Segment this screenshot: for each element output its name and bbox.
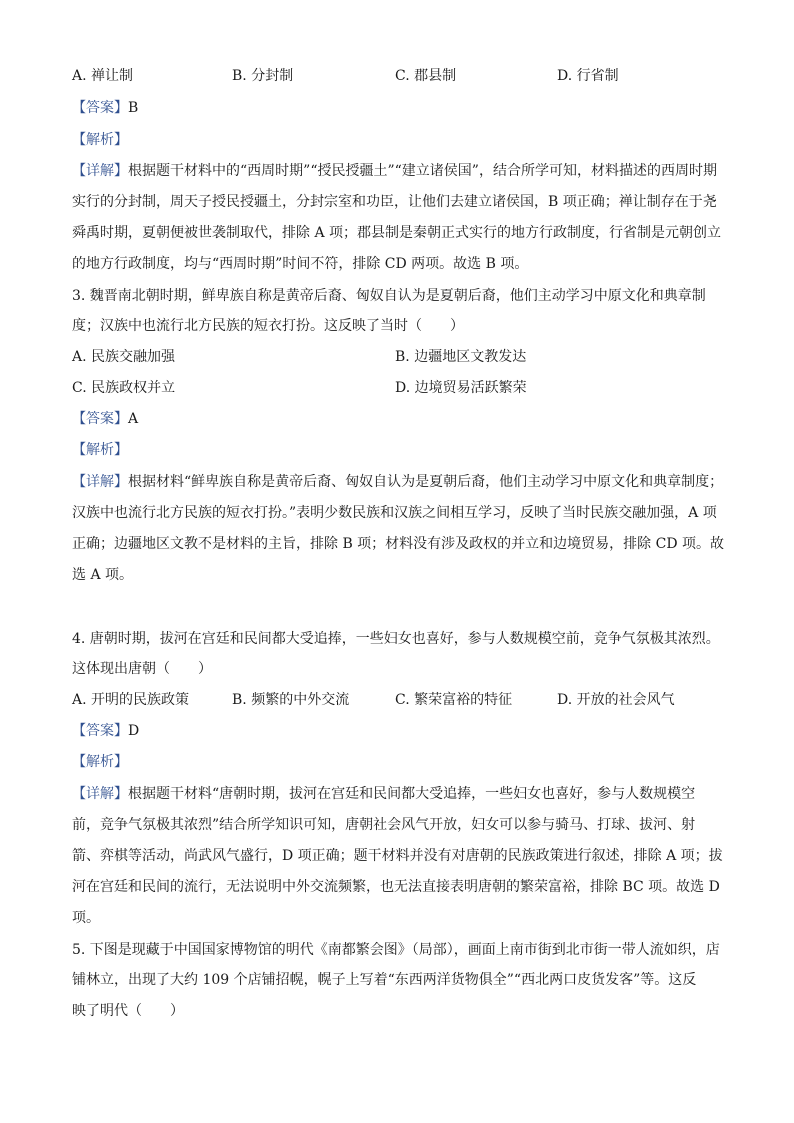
detail-tag: 【详解】 [72,163,128,179]
q3-analysis-tag [72,440,732,460]
q2-answer [72,98,732,118]
q2-option-a: A. 禅让制 [72,68,134,84]
q2-option-c: C. 郡县制 [395,68,457,84]
q4-detail-line [72,784,732,804]
q2-detail-line: 实行的分封制，周天子授民授疆土，分封宗室和功臣，让他们去建立诸侯国，B 项正确；禅让制存在于尧 [72,194,717,210]
q3-option-c: C. 民族政权并立 [72,380,176,396]
q5-stem-line: 5. 下图是现藏于中国国家博物馆的明代《南都繁会图》（局部），画面上南市街到北市街一带人流如织，店 [72,942,720,958]
answer-value: D [128,723,140,739]
q2-analysis-tag [72,130,732,150]
detail-text: 根据题干材料中的“西周时期”“授民授疆土”“建立诸侯国”，结合所学可知，材料描述的西周时期 [128,163,717,179]
q2-detail-line: 舜禹时期，夏朝便被世袭制取代，排除 A 项；郡县制是秦朝正式实行的地方行政制度，行省制是元朝创立 [72,225,722,241]
analysis-tag: 【解析】 [72,132,128,148]
analysis-tag: 【解析】 [72,442,128,458]
q4-detail-line: 项。 [72,910,100,926]
q3-option-a: A. 民族交融加强 [72,349,176,365]
q3-stem-line: 度；汉族中也流行北方民族的短衣打扮。这反映了当时（ ） [72,318,464,334]
q4-stem-line: 4. 唐朝时期，拔河在宫廷和民间都大受追捧，一些妇女也喜好，参与人数规模空前，竞争气氛极其浓烈。 [72,631,720,647]
detail-text: 根据材料“鲜卑族自称是黄帝后裔、匈奴自认为是夏朝后裔，他们主动学习中原文化和典章制度； [128,474,724,490]
q3-answer [72,409,732,429]
q4-detail-line: 河在宫廷和民间的流行，无法说明中外交流频繁，也无法直接表明唐朝的繁荣富裕，排除 BC 项。故选 D [72,879,720,895]
q3-option-b: B. 边疆地区文教发达 [395,349,527,365]
q4-option-c: C. 繁荣富裕的特征 [395,692,513,708]
q2-option-b: B. 分封制 [232,68,294,84]
q3-detail-line: 正确；边疆地区文教不是材料的主旨，排除 B 项；材料没有涉及政权的并立和边境贸易，排除 CD 项。故 [72,536,725,552]
q4-answer [72,721,732,741]
detail-tag: 【详解】 [72,786,128,802]
q4-analysis-tag [72,752,732,772]
detail-text: 根据题干材料“唐朝时期，拔河在宫廷和民间都大受追捧，一些妇女也喜好，参与人数规模空 [128,786,696,802]
q2-option-d: D. 行省制 [557,68,619,84]
q3-detail-line: 选 A 项。 [72,567,134,583]
answer-tag: 【答案】 [72,723,128,739]
q4-detail-line: 前，竞争气氛极其浓烈”结合所学知识可知，唐朝社会风气开放，妇女可以参与骑马、打球、拔河、射 [72,817,696,833]
q5-stem-line: 铺林立，出现了大约 109 个店铺招幌，幌子上写着“东西两洋货物俱全”“西北两口皮货发客”等。这反 [72,972,697,988]
q5-stem-line: 映了明代（ ） [72,1003,184,1019]
q4-option-d: D. 开放的社会风气 [557,692,675,708]
q3-detail-line [72,472,732,492]
q2-detail-line [72,161,732,181]
q2-detail-line: 的地方行政制度，均与“西周时期”时间不符，排除 CD 两项。故选 B 项。 [72,256,529,272]
q3-detail-line: 汉族中也流行北方民族的短衣打扮。”表明少数民族和汉族之间相互学习，反映了当时民族交融加强，A 项 [72,505,717,521]
q4-option-b: B. 频繁的中外交流 [232,692,350,708]
q4-detail-line: 箭、弈棋等活动，尚武风气盛行，D 项正确；题干材料并没有对唐朝的民族政策进行叙述，排除 A 项；拔 [72,848,723,864]
analysis-tag: 【解析】 [72,754,128,770]
q3-option-d: D. 边境贸易活跃繁荣 [395,380,527,396]
detail-tag: 【详解】 [72,474,128,490]
answer-value: A [128,411,139,427]
answer-value: B [128,100,139,116]
answer-tag: 【答案】 [72,411,128,427]
q4-option-a: A. 开明的民族政策 [72,692,190,708]
answer-tag: 【答案】 [72,100,128,116]
q3-stem-line: 3. 魏晋南北朝时期，鲜卑族自称是黄帝后裔、匈奴自认为是夏朝后裔，他们主动学习中原文化和典章制 [72,288,706,304]
q4-stem-line: 这体现出唐朝（ ） [72,661,212,677]
